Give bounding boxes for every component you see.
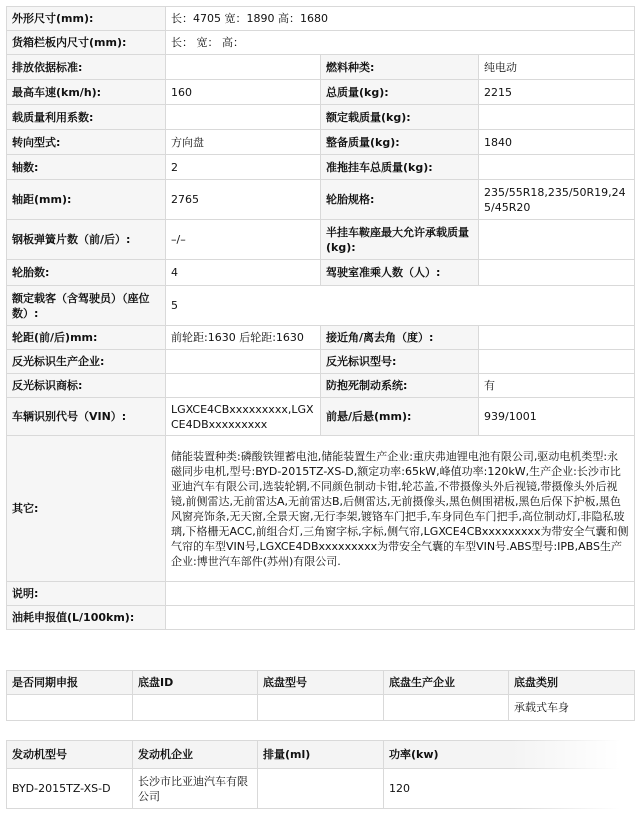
max-speed-value: 160: [166, 80, 321, 105]
engine-data-row: [7, 769, 635, 809]
row-brand-abs: [7, 374, 635, 398]
track-label: 轮距(前/后)mm:: [7, 326, 166, 350]
axles-label: 轴数:: [7, 155, 166, 180]
cargo-box-value: 长： 宽： 高：: [166, 31, 635, 55]
leaf-springs-label: 钢板弹簧片数（前/后）:: [7, 220, 166, 260]
chassis-table: [6, 670, 635, 721]
row-wheelbase: [7, 180, 635, 220]
curb-mass-value: 1840: [479, 130, 635, 155]
fuel-value: 纯电动: [479, 55, 635, 80]
reflector-maker-value: [166, 350, 321, 374]
fuel-consumption-label: 油耗申报值(L/100km):: [7, 606, 166, 630]
reflector-brand-value: [166, 374, 321, 398]
row-note: [7, 582, 635, 606]
reflector-model-value: [479, 350, 635, 374]
leaf-springs-value: –/–: [166, 220, 321, 260]
chassis-sync-value: [7, 695, 133, 721]
other-value: 储能装置种类:磷酸铁锂蓄电池,储能装置生产企业:重庆弗迪锂电池有限公司,驱动电机类型:永磁同步电机,型号:BYD-2015TZ-XS-D,额定功率:65kW,峰值功率:120kW,生产企业:长沙市比亚迪汽车有限公司,选装轮辋,不同颜色制动卡钳,轮芯盖,不带摄像头外后视镜,带摄像头外后视镜,前侧雷达,无前雷达A,无前雷达B,后侧雷达,无前摄像头,黑色侧围裙板,黑色后保下护板,黑色风窗亮饰条,无天窗,全景天窗,无行李架,镀铬车门把手,车身同色车门把手,高位制动灯,非隐私玻璃,下格栅无ACC,前组合灯,三角窗字标,字标,侧气帘,LGXCE4CBxxxxxxxxx为带安全气囊和侧气帘的车型VIN号,LGXCE4DBxxxxxxxxx为带安全气囊的车型VIN号.ABS型号:IPB,ABS生产企业:博世汽车部件(苏州)有限公司.: [166, 436, 635, 582]
reflector-brand-label: 反光标识商标:: [7, 374, 166, 398]
row-axles: [7, 155, 635, 180]
row-emission-fuel: [7, 55, 635, 80]
engine-maker-value: 长沙市比亚迪汽车有限公司: [133, 769, 258, 809]
seats-value: 5: [166, 286, 635, 326]
cab-passengers-value: [479, 260, 635, 286]
emission-value: [166, 55, 321, 80]
engine-table: [6, 740, 635, 809]
row-track: [7, 326, 635, 350]
chassis-header-id: 底盘ID: [133, 671, 258, 695]
row-steering: [7, 130, 635, 155]
row-other: [7, 436, 635, 582]
row-springs: [7, 220, 635, 260]
row-vin: [7, 398, 635, 436]
chassis-header-category: 底盘类别: [509, 671, 635, 695]
row-speed-mass: [7, 80, 635, 105]
other-label: 其它:: [7, 436, 166, 582]
fuel-label: 燃料种类:: [321, 55, 479, 80]
cab-passengers-label: 驾驶室准乘人数（人）:: [321, 260, 479, 286]
note-label: 说明:: [7, 582, 166, 606]
engine-power-value: 120: [384, 769, 635, 809]
axles-value: 2: [166, 155, 321, 180]
saddle-load-label: 半挂车鞍座最大允许承载质量(kg):: [321, 220, 479, 260]
engine-model-value: BYD-2015TZ-XS-D: [7, 769, 133, 809]
rated-load-value: [479, 105, 635, 130]
overhang-value: 939/1001: [479, 398, 635, 436]
max-speed-label: 最高车速(km/h):: [7, 80, 166, 105]
vin-label: 车辆识别代号（VIN）:: [7, 398, 166, 436]
total-mass-label: 总质量(kg):: [321, 80, 479, 105]
total-mass-value: 2215: [479, 80, 635, 105]
abs-value: 有: [479, 374, 635, 398]
chassis-data-row: [7, 695, 635, 721]
chassis-header-maker: 底盘生产企业: [384, 671, 509, 695]
engine-header-displacement: 排量(ml): [258, 741, 384, 769]
fuel-consumption-value: [166, 606, 635, 630]
tire-count-label: 轮胎数:: [7, 260, 166, 286]
steering-label: 转向型式:: [7, 130, 166, 155]
engine-header-maker: 发动机企业: [133, 741, 258, 769]
row-seats: [7, 286, 635, 326]
tire-spec-value: 235/55R18,235/50R19,245/45R20: [479, 180, 635, 220]
chassis-id-value: [133, 695, 258, 721]
dimensions-label: 外形尺寸(mm):: [7, 7, 166, 31]
seats-label: 额定载客（含驾驶员）（座位数）:: [7, 286, 166, 326]
cargo-box-label: 货箱栏板内尺寸(mm):: [7, 31, 166, 55]
row-reflector: [7, 350, 635, 374]
engine-header-model: 发动机型号: [7, 741, 133, 769]
emission-label: 排放依据标准:: [7, 55, 166, 80]
vin-value: LGXCE4CBxxxxxxxxx,LGXCE4DBxxxxxxxxx: [166, 398, 321, 436]
row-cargo-box: [7, 31, 635, 55]
row-load: [7, 105, 635, 130]
reflector-maker-label: 反光标识生产企业:: [7, 350, 166, 374]
row-tires: [7, 260, 635, 286]
wheelbase-label: 轴距(mm):: [7, 180, 166, 220]
dimensions-value: 长：4705 宽：1890 高：1680: [166, 7, 635, 31]
tire-count-value: 4: [166, 260, 321, 286]
overhang-label: 前悬/后悬(mm):: [321, 398, 479, 436]
load-util-value: [166, 105, 321, 130]
saddle-load-value: [479, 220, 635, 260]
chassis-category-value: 承载式车身: [509, 695, 635, 721]
chassis-maker-value: [384, 695, 509, 721]
row-dimensions: [7, 7, 635, 31]
engine-header-row: [7, 741, 635, 769]
chassis-model-value: [258, 695, 384, 721]
abs-label: 防抱死制动系统:: [321, 374, 479, 398]
approach-angle-value: [479, 326, 635, 350]
tire-spec-label: 轮胎规格:: [321, 180, 479, 220]
chassis-header-model: 底盘型号: [258, 671, 384, 695]
steering-value: 方向盘: [166, 130, 321, 155]
trailer-mass-value: [479, 155, 635, 180]
load-util-label: 载质量利用系数:: [7, 105, 166, 130]
vehicle-params-table: [6, 6, 635, 630]
wheelbase-value: 2765: [166, 180, 321, 220]
note-value: [166, 582, 635, 606]
trailer-mass-label: 准拖挂车总质量(kg):: [321, 155, 479, 180]
track-value: 前轮距:1630 后轮距:1630: [166, 326, 321, 350]
reflector-model-label: 反光标识型号:: [321, 350, 479, 374]
engine-displacement-value: [258, 769, 384, 809]
chassis-header-sync: 是否同期申报: [7, 671, 133, 695]
engine-header-power: 功率(kw): [384, 741, 635, 769]
chassis-header-row: [7, 671, 635, 695]
row-fuel-consumption: [7, 606, 635, 630]
curb-mass-label: 整备质量(kg):: [321, 130, 479, 155]
approach-angle-label: 接近角/离去角（度）:: [321, 326, 479, 350]
rated-load-label: 额定载质量(kg):: [321, 105, 479, 130]
